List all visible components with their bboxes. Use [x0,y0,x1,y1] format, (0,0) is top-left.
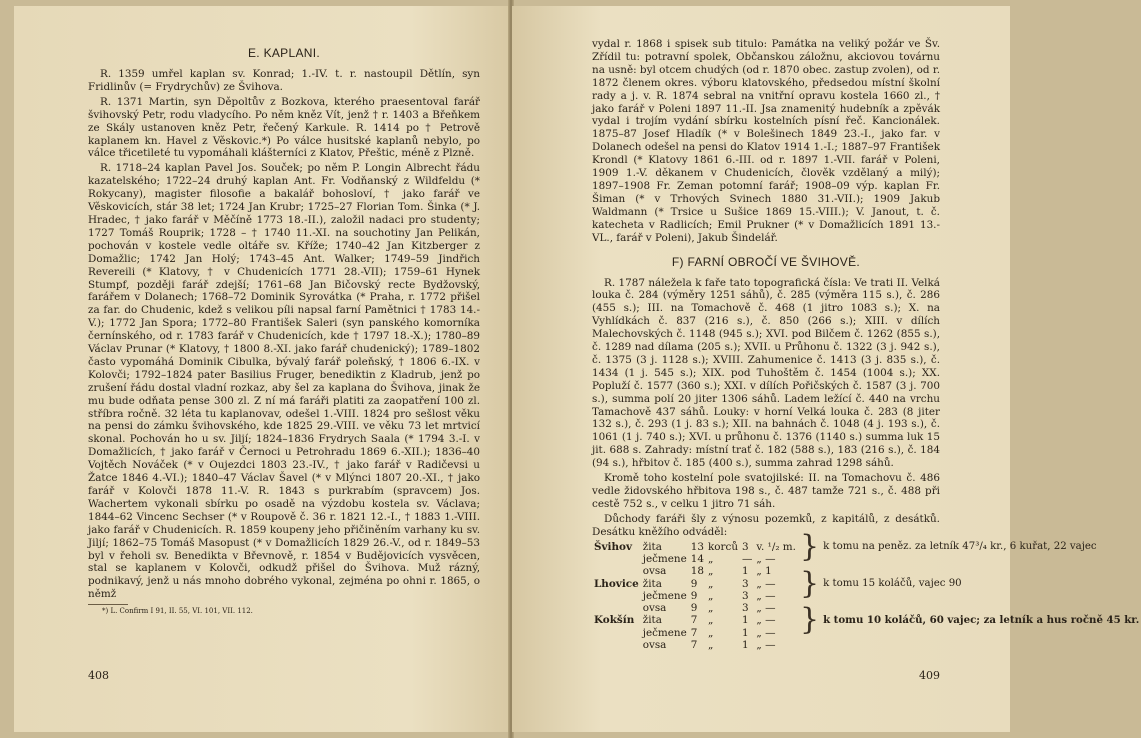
village-cell [592,553,641,565]
unit-cell: „ [708,577,714,590]
crop-cell: ovsa [642,602,667,615]
table-row [592,614,1141,626]
tithe-note: k tomu na peněz. za letník 47³/₄ kr., 6 kuřat, 22 vajec [823,540,1097,552]
value-cell: 3 [742,540,749,553]
value-cell: 1 [742,626,749,639]
unit-cell: „ [708,589,714,602]
unit-cell: „ [708,626,714,639]
value-cell: 3 [742,577,749,590]
value-cell: „ — [756,552,776,565]
footnote: *) L. Confirm I 91, II. 55, VI. 101, VII. 112. [88,604,128,616]
village-cell: Švihov [594,540,633,553]
section-heading-kaplani: E. KAPLANI. [248,46,320,60]
paragraph: R. 1787 náležela k faře tato topografická čísla: Ve trati II. Velká louka č. 284 (výměry 1251 sáhů), č. 285 (výměra 115 s.), č. 286 (455 s.); III. na Tomachově č. 468 (1 jitro 1083 s.); X. na Vyhlídkách č. 837 (216 s.), č. 850 (266 s.); XIII. v dílích Malechovských č. 1148 (945 s.); XVI. pod Bilčem č. 1262 (855 s.), č. 1289 nad dílama (205 s.); XVII. u Průhonu č. 1322 (3 j. 942 s.), č. 1375 (3 j. 1128 s.); XVIII. Zahumenice č. 1413 (3 j. 835 s.), č. 1434 (1 j. 545 s.); XIX. pod Tuhoštěm č. 1454 (1004 s.); XX. Popluží č. 1577 (360 s.); XXI. v dílích Pořičských č. 1587 (3 j. 700 s.), summa polí 20 jiter 1306 sáhů. Ladem ležící č. 440 na vrchu Tamachově 437 sáhů. Louky: v horní Velká louka č. 283 (8 jiter 132 s.), č. 293 (1 j. 83 s.); XII. na bahnách č. 1048 (4 j. 193 s.), č. 1061 (1 j. 740 s.); XVI. u průhonu č. 1376 (1140 s.) summa luk 15 jit. 688 s. Zahrady: místní trať č. 182 (588 s.), 183 (216 s.), č. 184 (94 s.), hřbitov č. 185 (400 s.), summa zahrad 1298 sáhů. [592,276,940,470]
qty-cell: 13 [690,540,704,553]
tithe-note: k tomu 10 koláčů, 60 vajec; za letník a hus ročně 45 kr. [823,614,1140,627]
crop-cell: ječmene [642,552,687,565]
tithe-table [592,528,1141,652]
unit-cell: „ [708,614,714,627]
village-cell: Lhovice [594,577,639,590]
value-cell: 3 [742,602,749,615]
paragraph: R. 1359 umřel kaplan sv. Konrad; 1.-IV. t. r. nastoupil Dětlín, syn Fridlinův (= Frydrychův) ze Švihova. [88,68,480,93]
crop-cell: ječmene [642,626,687,639]
unit-cell: „ [708,602,714,615]
qty-cell: 14 [690,552,704,565]
right-page [512,6,1140,732]
crop-cell: žita [642,577,662,590]
table-row [592,541,1141,553]
qty-cell: 7 [690,614,698,627]
crop-cell: žita [642,614,662,627]
brace: } [799,602,820,638]
village-cell: Kokšín [594,614,635,627]
crop-cell: ovsa [642,639,667,651]
value-cell: 1 [742,639,749,651]
left-page [14,6,510,732]
tithe-note: k tomu 15 koláčů, vajec 90 [823,577,962,589]
village-cell [592,590,641,602]
qty-cell: 7 [690,639,698,651]
unit-cell: „ [708,639,714,651]
paragraph: Kromě toho kostelní pole svatojilské: II. na Tomachovu č. 486 vedle židovského hřbitova 198 s., č. 487 tamže 721 s., č. 488 při cestě 752 s., v celku 1 jitro 71 sáh. [592,472,940,510]
brace: } [799,565,820,601]
crop-cell: žita [642,540,662,553]
value-cell: 1 [742,565,749,578]
value-cell: v. ¹/₂ m. [756,540,796,553]
qty-cell: 9 [690,589,698,602]
paragraph: R. 1718–24 kaplan Pavel Jos. Souček; po něm P. Longin Albrecht řádu kazatelského; 1722–24 druhý kaplan Ant. Fr. Vodňanský z Wildfeldu (* Rokycany), magister filosofie a bakalář bohosloví, † jako farář ve Věskovicích, stár 38 let; 1724 Jan Krubr; 1725–27 Florian Tom. Šinka (* J. Hradec, † jako farář v Měčíně 1773 18.-II.), založil nadaci pro studenty; 1727 Tomáš Rouprik; 1728 – † 1740 11.-XI. na souchotiny Jan Pelikán, pochován v kostele vedle oltáře sv. Kříže; 1740–42 Jan Kitzberger z Domažlic; 1742 Jan Holý; 1743–45 Ant. Walker; 1749–59 Jindřich Revereili (* Klatovy, † v Chudenicích 1771 28.-VII); 1759–61 Hynek Stumpf, později farář zdejší; 1761–68 Jan Bičovský recte Bydžovský, farářem v Dolanech; 1768–72 Dominik Syrovátka (* Praha, r. 1772 přišel za far. do Chudenic, kdež s velikou píli napsal farní Pamětnici † 1783 14.-V.); 1772 Jan Spora; 1772–80 František Saleri (syn panského komorníka černínského, od r. 1783 farář v Chudenicích, kde † 1797 18.-X.); 1780–89 Václav Prunar (* Klatovy, † 1800 8.-XI. jako farář chudenický); 1789–1802 často vypomáhá Dominik Cibulka, bývalý farář poleňský, † 1806 6.-IX. v Kolovči; 1792–1824 pater Basilius Fruger, benediktin z Kladrub, jenž po zrušení řádu dostal vladní rozkaz, aby šel za kaplana do Švihova, jinak že mu bude odňata pense 300 zl. Z ní má faráři platiti za zaopatření 100 zl. stříbra ročně. 32 léta tu kaplanovav, odešel 1.-VIII. 1824 pro sešlost věku na pensi do zámku švihovského, kde 1825 29.-VIII. ve věku 73 let mrtvicí skonal. Pochován ho u sv. Jiljí; 1824–1836 Frydrych Saala (* 1794 3.-I. v Domažlicích, † jako farář v Černoci u Petrohradu 1869 6.-XII.); 1836–40 Vojtěch Nováček (* v Oujezdci 1803 23.-IV., † jako farář v Radičevsi u Žatce 1846 4.-VI.); 1840–47 Václav Šavel (* v Mlýnci 1807 20.-XI., † jako farář v Kolovči 1878 11.-V. R. 1843 s purkrabím (spravcem) Jos. Wachertem vykonali sbírku po osadě na výzdobu kostela sv. Václava; 1844–62 Vincenc Sechser (* v Roupově č. 36 r. 1821 12.-I., † 1883 1.-VIII. jako farář v Chudenicích. R. 1859 koupeny jeho přičiněním varhany ku sv. Jiljí; 1862–75 Tomáš Masopust (* v Domažlicích 1829 26.-V., od r. 1849–53 byl v řeholi sv. Benedikta v Břevnově, r. 1854 v Budějovicích vysvěcen, stal se kaplanem v Kolovči, odkudž přišel do Švihova. Muž rázný, podnikavý, jenž u nás mnoho dobrého vykonal, zejména po ohni r. 1865, o němž [88,162,480,601]
qty-cell: 18 [690,565,704,578]
crop-cell: ovsa [642,565,667,578]
paragraph: R. 1371 Martin, syn Děpoltův z Bozkova, kterého praesentoval farář švihovský Petr, rodu vladycího. Po něm kněz Vít, jenž † r. 1403 a Břeňkem ze Skály ustanoven kněz Petr, řečený Karkule. R. 1414 po † Petrově kaplanem kn. Havel z Věskovic.*) Po válce husitské kaplanů nebylo, po válce třicetileté tu vypomáhali klášterníci z Klatov, Přeštic, méně z Plzně. [88,95,480,160]
section-heading-farni-obroci: F) FARNÍ OBROČÍ VE ŠVIHOVĚ. [671,254,861,269]
value-cell: 3 [742,589,749,602]
value-cell: „ — [756,639,776,651]
qty-cell: 9 [690,602,698,615]
page-number: 408 [88,669,109,682]
value-cell: 1 [742,614,749,627]
village-cell [592,627,641,639]
value-cell: „ — [756,577,776,590]
value-cell: „ — [756,614,776,627]
brace: } [799,528,820,564]
value-cell: „ — [756,626,776,639]
value-cell: „ — [756,589,776,602]
village-cell [592,602,641,614]
value-cell: „ 1 [756,565,772,578]
crop-cell: ječmene [642,589,687,602]
qty-cell: 7 [690,626,698,639]
unit-cell: „ [708,565,714,578]
paragraph: vydal r. 1868 i spisek sub titulo: Památka na veliký požár ve Šv. Zřídil tu: potravní spolek, Občanskou záložnu, akciovou továrnu na usně: byl otcem chudých (od r. 1870 obec. zastup zvolen), od r. 1872 členem okres. výboru klatovského, předsedou místní školní rady a j. v. R. 1874 sebral na vnitřní opravu kostela 1660 zl., † jako farář v Poleni 1897 11.-II. Jsa znamenitý hudebník a zpěvák vydal i trojím vydání sbírku kostelních písní řeč. Kancionálek. 1875–87 Josef Hladík (* v Bolešinech 1849 23.-I., jako far. v Dolanech odešel na pensi do Klatov 1914 1.-I.; 1887–97 František Krondl (* Klatovy 1861 6.-III. od r. 1897 1.-VII. farář v Poleni, 1909 1.-V. děkanem v Chudenicích, člověk vzdělaný a milý); 1897–1908 Fr. Zeman potomní farář; 1908–09 výp. kaplan Fr. Šiman (* v Trhových Svinech 1880 31.-VII.); 1909 Jakub Waldmann (* Trsice u Sušice 1869 15.-VIII.); V. Janout, t. č. katecheta v Radlicích; Emil Prukner (* v Domažlicích 1891 13.-VL., farář v Poleni), Jakub Šindelář. [592,38,940,244]
village-cell [592,639,641,651]
village-cell [592,565,641,577]
value-cell: „ — [756,602,776,615]
table-row [592,578,1141,590]
unit-cell: korců [708,540,739,553]
unit-cell: „ [708,552,714,565]
paragraph: Důchody faráři šly z výnosu pozemků, z kapitálů, z desátků. Desátku kněžího odváděl: [592,512,940,538]
value-cell: — [742,552,753,565]
page-number: 409 [919,669,940,682]
qty-cell: 9 [690,577,698,590]
